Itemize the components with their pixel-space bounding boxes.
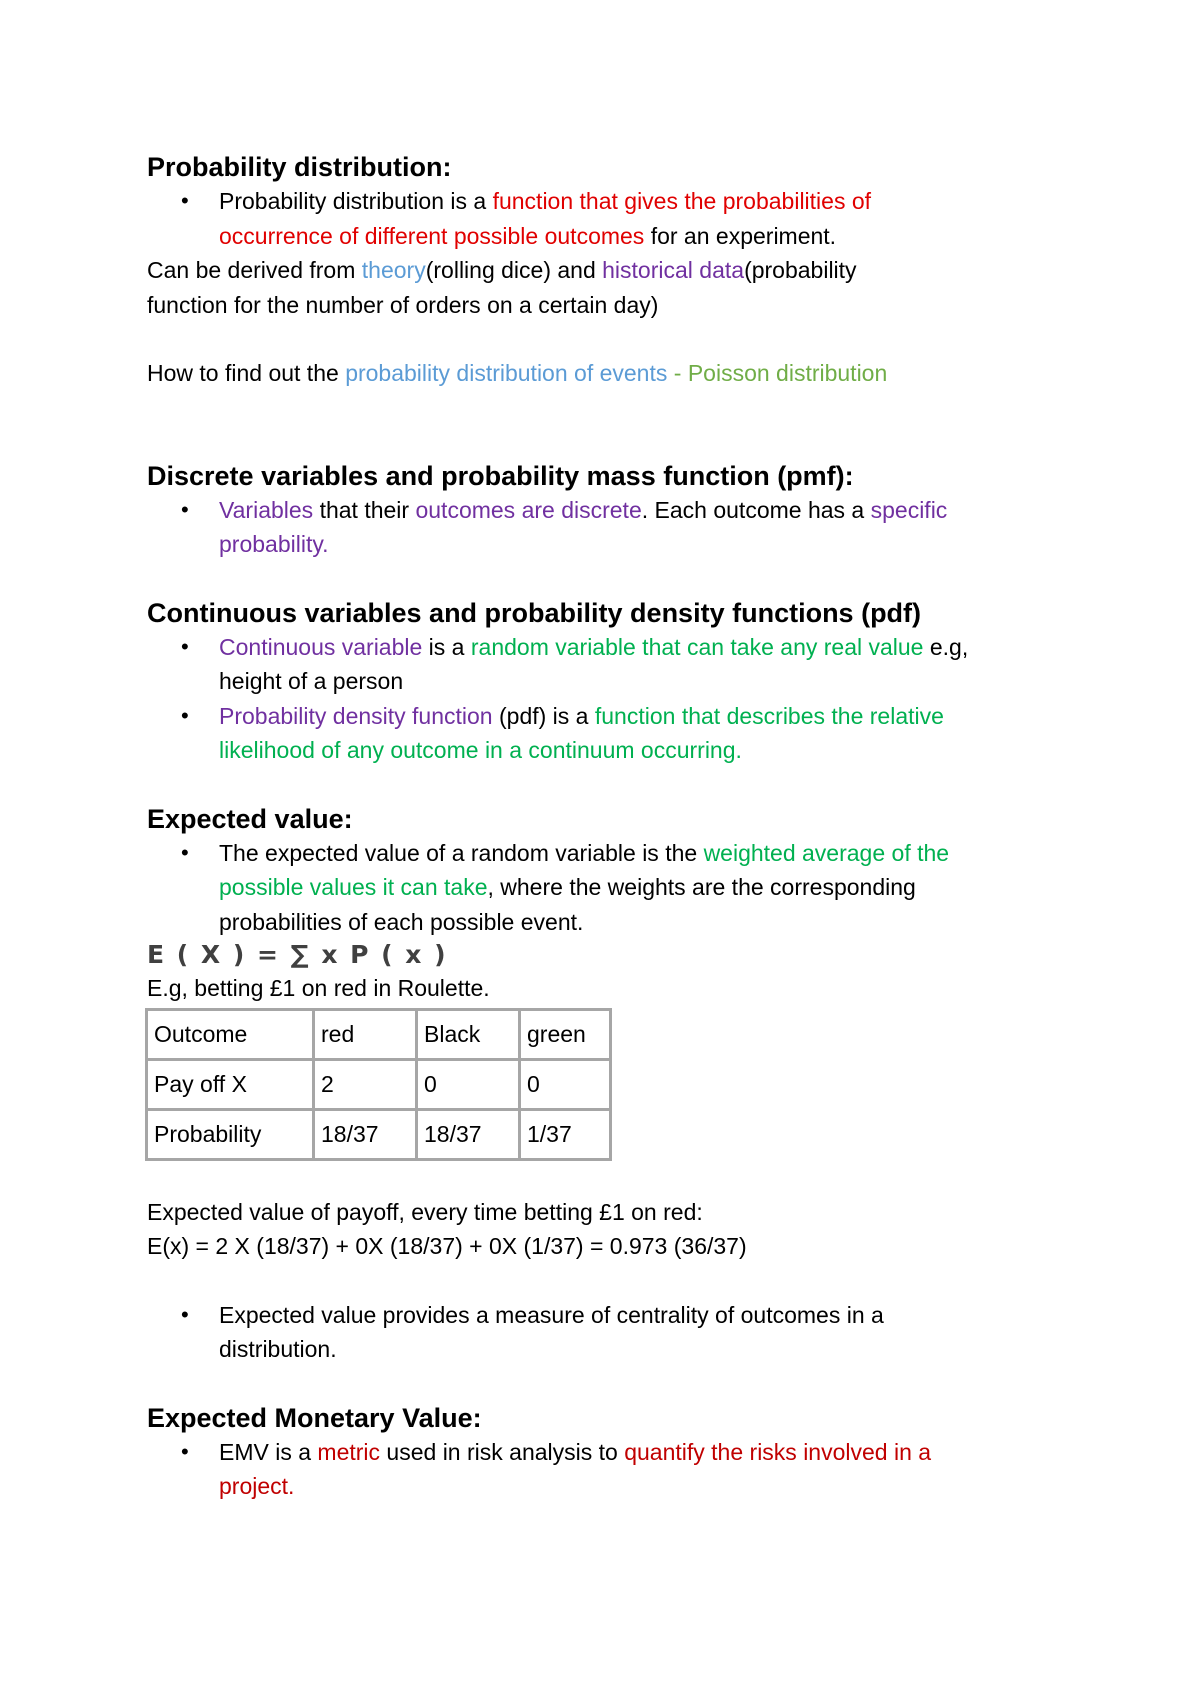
text-run: (rolling dice) and (425, 257, 603, 283)
highlight-purple: Probability density function (219, 702, 493, 729)
table-cell: red (314, 1009, 417, 1059)
expected-value-formula: E ( X ) = ∑ x P ( x ) (147, 940, 448, 969)
bullet-item (147, 699, 1067, 768)
highlight-red: occurrence of different possible outcomes (219, 222, 645, 249)
highlight-green: possible values it can take (219, 874, 488, 900)
table-cell: green (520, 1009, 611, 1059)
bullet-item (147, 1298, 1067, 1367)
highlight-green: weighted average of the (703, 839, 950, 866)
bullet-icon: • (181, 839, 189, 865)
table-row (147, 1109, 611, 1159)
bullet-list (147, 1435, 1067, 1504)
text-run: - (667, 360, 688, 386)
example-line: E.g, betting £1 on red in Roulette. (147, 975, 490, 1001)
highlight-green: Poisson distribution (687, 360, 888, 386)
bullet-item (147, 493, 1067, 562)
table-cell: Black (417, 1009, 520, 1059)
text-run: used in risk analysis to (380, 1438, 625, 1465)
table-cell: 0 (520, 1059, 611, 1109)
bullet-icon: • (181, 188, 189, 213)
text-run: is a (422, 633, 471, 660)
roulette-table (145, 1008, 612, 1161)
bullet-list (147, 1298, 1067, 1367)
heading-expected-monetary-value: Expected Monetary Value: (147, 1402, 482, 1433)
bullet-item (147, 1435, 1067, 1504)
text-run: Probability distribution is a (219, 188, 493, 214)
bullet-item (147, 836, 1067, 940)
text-run: EMV is a (219, 1438, 318, 1465)
highlight-red: quantify the risks involved in a (624, 1438, 932, 1465)
paragraph-line (147, 356, 1067, 391)
table-cell: 18/37 (417, 1109, 520, 1159)
bullet-item (147, 184, 1067, 253)
text-run: . Each outcome has a (641, 496, 871, 523)
payoff-label: Expected value of payoff, every time betting £1 on red: (147, 1198, 703, 1225)
paragraph-line: function for the number of orders on a certain day) (147, 291, 659, 318)
text-run: height of a person (219, 668, 404, 694)
bullet-list (147, 836, 1067, 940)
highlight-green: function that describes the relative (594, 702, 944, 729)
highlight-red: project. (219, 1473, 295, 1499)
text-run: probabilities of each possible event. (219, 908, 584, 935)
table-cell: Outcome (147, 1009, 314, 1059)
text-run: Expected value provides a measure of centrality of outcomes in a (219, 1301, 884, 1328)
heading-probability-distribution: Probability distribution: (147, 152, 452, 182)
text-run: distribution. (219, 1336, 337, 1362)
bullet-icon: • (181, 1438, 189, 1464)
highlight-purple: historical data (602, 257, 745, 283)
text-run: , where the weights are the corresponding (487, 874, 916, 900)
highlight-purple: specific (870, 496, 948, 523)
table-cell: Probability (147, 1109, 314, 1159)
bullet-list (147, 493, 1067, 562)
text-run: How to find out the (147, 360, 346, 386)
heading-expected-value: Expected value: (147, 803, 353, 834)
payoff-calculation: E(x) = 2 X (18/37) + 0X (18/37) + 0X (1/37) = 0.973 (36/37) (147, 1233, 747, 1259)
bullet-icon: • (181, 1301, 189, 1327)
highlight-green: likelihood of any outcome in a continuum occurring. (219, 737, 742, 763)
heading-discrete-variables: Discrete variables and probability mass function (pmf): (147, 460, 854, 491)
table-cell: Pay off X (147, 1059, 314, 1109)
table-row (147, 1059, 611, 1109)
highlight-purple: Continuous variable (219, 633, 423, 660)
heading-continuous-variables: Continuous variables and probability density functions (pdf) (147, 597, 922, 628)
highlight-green: random variable that can take any real value (470, 633, 924, 660)
table-row (147, 1009, 611, 1059)
text-run: (pdf) is a (492, 702, 595, 729)
bullet-icon: • (181, 633, 189, 659)
highlight-red: metric (317, 1438, 381, 1465)
table-cell: 0 (417, 1059, 520, 1109)
bullet-icon: • (181, 496, 189, 522)
text-run: (probability (744, 257, 857, 283)
bullet-list (147, 184, 1067, 253)
highlight-purple: outcomes are discrete (415, 496, 642, 523)
bullet-icon: • (181, 702, 189, 728)
highlight-purple: Variables (219, 496, 314, 523)
table-cell: 18/37 (314, 1109, 417, 1159)
table-cell: 1/37 (520, 1109, 611, 1159)
highlight-blue: probability distribution of events (345, 360, 668, 386)
bullet-list (147, 630, 1067, 768)
text-run: Can be derived from (147, 257, 362, 283)
table-cell: 2 (314, 1059, 417, 1109)
highlight-blue: theory (361, 257, 426, 283)
highlight-red: function that gives the probabilities of (492, 188, 872, 214)
document-page (147, 150, 1067, 1504)
text-run: for an experiment. (644, 222, 837, 249)
bullet-item (147, 630, 1067, 699)
highlight-purple: probability. (219, 531, 329, 557)
text-run: The expected value of a random variable is the (219, 839, 704, 866)
text-run: e.g, (923, 633, 969, 660)
paragraph-line (147, 253, 1067, 288)
text-run: that their (313, 496, 416, 523)
